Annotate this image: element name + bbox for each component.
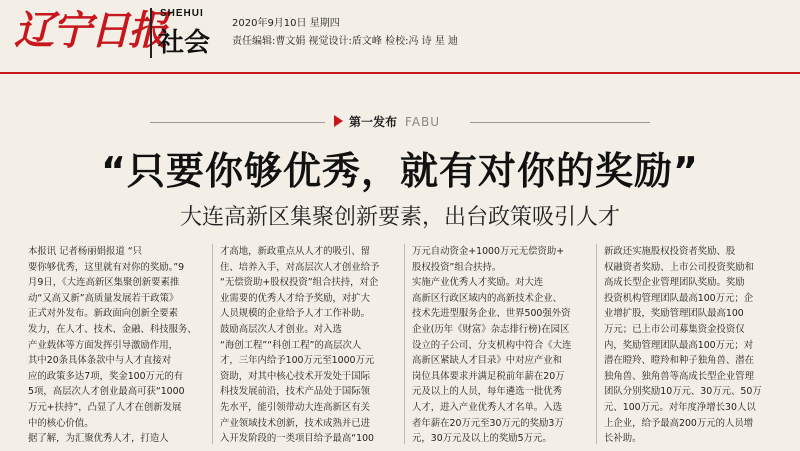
article-line: 实施产业优秀人才奖励。对大连 xyxy=(412,277,544,289)
section-label-en: SHEHUI xyxy=(160,8,204,19)
article-line: 高新区紧缺人才目录》中对应产业和 xyxy=(412,355,563,367)
article-line: 先水平，能引领带动大连高新区有关 xyxy=(220,401,371,413)
article-line: 本报讯 记者杨丽娟报道 “只 xyxy=(28,246,142,257)
article-line: 独角兽、独角兽等高成长型企业管理 xyxy=(604,370,755,382)
article-column-4 xyxy=(604,244,780,449)
article-line: 者年薪在20万元至30万元的奖励3万 xyxy=(412,417,564,429)
article-line: 潜在瞪羚、瞪羚和种子独角兽、潜在 xyxy=(604,355,755,367)
article-line: 上企业，给予最高200万元的人员增 xyxy=(604,417,754,429)
section-label-cn: 社会 xyxy=(158,28,211,58)
article-line: 科技发展前沿，技术产品处于国际领 xyxy=(220,386,371,398)
column-divider xyxy=(212,244,213,444)
article-line: 万元+扶持”，凸显了人才在创新发展 xyxy=(28,401,182,413)
article-line: 5项，高层次人才创业最高可获“1000 xyxy=(28,386,185,398)
article-line: 团队分别奖励10万元、30万元、50万 xyxy=(604,386,762,398)
article-line: 中的核心价值。 xyxy=(28,417,94,429)
article-line: 长补助。 xyxy=(604,433,642,445)
kicker-rule-right xyxy=(470,122,650,123)
column-divider xyxy=(596,244,597,444)
section-label xyxy=(150,8,216,58)
article-line: 产业载体等方面发挥引导激励作用， xyxy=(28,339,179,351)
triangle-icon xyxy=(334,115,343,127)
article-line: 元、100万元。对年度净增长30人以 xyxy=(604,401,756,413)
article-line: 据了解，为汇聚优秀人才，打造人 xyxy=(28,433,169,445)
dateline: 2020年9月10日 星期四 xyxy=(232,18,340,29)
article-line: 万元；已上市公司募集资金投资仅 xyxy=(604,323,745,335)
article-line: 住、培养入手，对高层次人才创业给予 xyxy=(220,261,380,273)
editor-credits: 责任编辑:曹文娟 视觉设计:盾文峰 检校:冯 诗 星 迪 xyxy=(232,36,459,47)
article-line: 其中20条具体条款中与人才直接对 xyxy=(28,355,172,367)
article-line: 要你够优秀，这里就有对你的奖励。”9 xyxy=(28,261,185,273)
article-line: 设立的子公司、分支机构中符合《大连 xyxy=(412,339,572,351)
article-line: 才，三年内给予100万元至1000万元 xyxy=(220,355,375,367)
article-column-1 xyxy=(28,244,204,449)
article-line: 才高地，新政重点从人才的吸引、留 xyxy=(220,246,371,257)
article-line: 正式对外发布。新政面向创新全要素 xyxy=(28,308,179,320)
article-column-2 xyxy=(220,244,396,449)
kicker-rule-left xyxy=(150,122,325,123)
masthead-rule xyxy=(0,72,800,74)
masthead xyxy=(0,0,800,70)
kicker xyxy=(0,112,800,132)
article-line: “无偿资助+股权投资”组合扶持，对企 xyxy=(220,277,379,289)
kicker-text: 第一发布 xyxy=(349,115,398,129)
article-line: 人才，进入产业优秀人才名单。入选 xyxy=(412,401,563,413)
kicker-label xyxy=(334,112,440,132)
article-column-3 xyxy=(412,244,588,449)
article-line: 股权投资”组合扶持。 xyxy=(412,261,502,273)
headline: “只要你够优秀，就有对你的奖励” xyxy=(101,149,699,193)
article-line: 业需要的优秀人才给予奖励，对扩大 xyxy=(220,292,371,304)
column-divider xyxy=(404,244,405,444)
article-line: 权融资者奖励、上市公司投资奖励和 xyxy=(604,261,755,273)
article-line: 投资机构管理团队最高100万元；企 xyxy=(604,292,754,304)
article-line: 应的政策多达7项，奖金100万元的有 xyxy=(28,370,184,382)
article-line: 发力，在人才、技术、金融、科技服务、 xyxy=(28,323,197,335)
article-line: 高新区行政区域内的高新技术企业、 xyxy=(412,292,563,304)
subheadline: 大连高新区集聚创新要素，出台政策吸引人才 xyxy=(179,205,620,230)
article-line: 鼓励高层次人才创业。对入选 xyxy=(220,323,342,335)
article-line: 元，30万元及以上的奖励5万元。 xyxy=(412,433,552,445)
article-line: “海创工程”“科创工程”的高层次人 xyxy=(220,339,362,351)
article-line: 入开发阶段的一类项目给予最高“100 xyxy=(220,433,375,445)
article-line: 元及以上的人员，每年遴选一批优秀 xyxy=(412,386,563,398)
article-body xyxy=(28,244,784,449)
newspaper-logo: 辽宁日报 xyxy=(14,7,166,54)
article-line: 高成长型企业管理团队奖励。奖励 xyxy=(604,277,745,289)
kicker-text-en: FABU xyxy=(405,115,441,129)
article-line: 企业(历年《财富》杂志排行榜)在园区 xyxy=(412,323,570,335)
article-line: 岗位具体要求并满足税前年薪在20万 xyxy=(412,370,565,382)
article-line: 万元自动资金+1000万元无偿资助+ xyxy=(412,246,565,257)
article-line: 资助，对其中核心技术开发处于国际 xyxy=(220,370,371,382)
article-line: 产业领域技术创新，技术成熟并已进 xyxy=(220,417,371,429)
article-line: 业增扩股，奖励管理团队最高100 xyxy=(604,308,744,320)
article-line: 新政还实施股权投资者奖励、股 xyxy=(604,246,736,257)
article-line: 月9日，《大连高新区集聚创新要素推 xyxy=(28,277,180,289)
article-line: 内，奖励管理团队最高100万元；对 xyxy=(604,339,754,351)
article-line: 动“又高又新”高质量发展若干政策》 xyxy=(28,292,179,304)
article-line: 人员规模的企业给予人才工作补助。 xyxy=(220,308,371,320)
article-line: 技术先进型服务企业、世界500强外资 xyxy=(412,308,571,320)
